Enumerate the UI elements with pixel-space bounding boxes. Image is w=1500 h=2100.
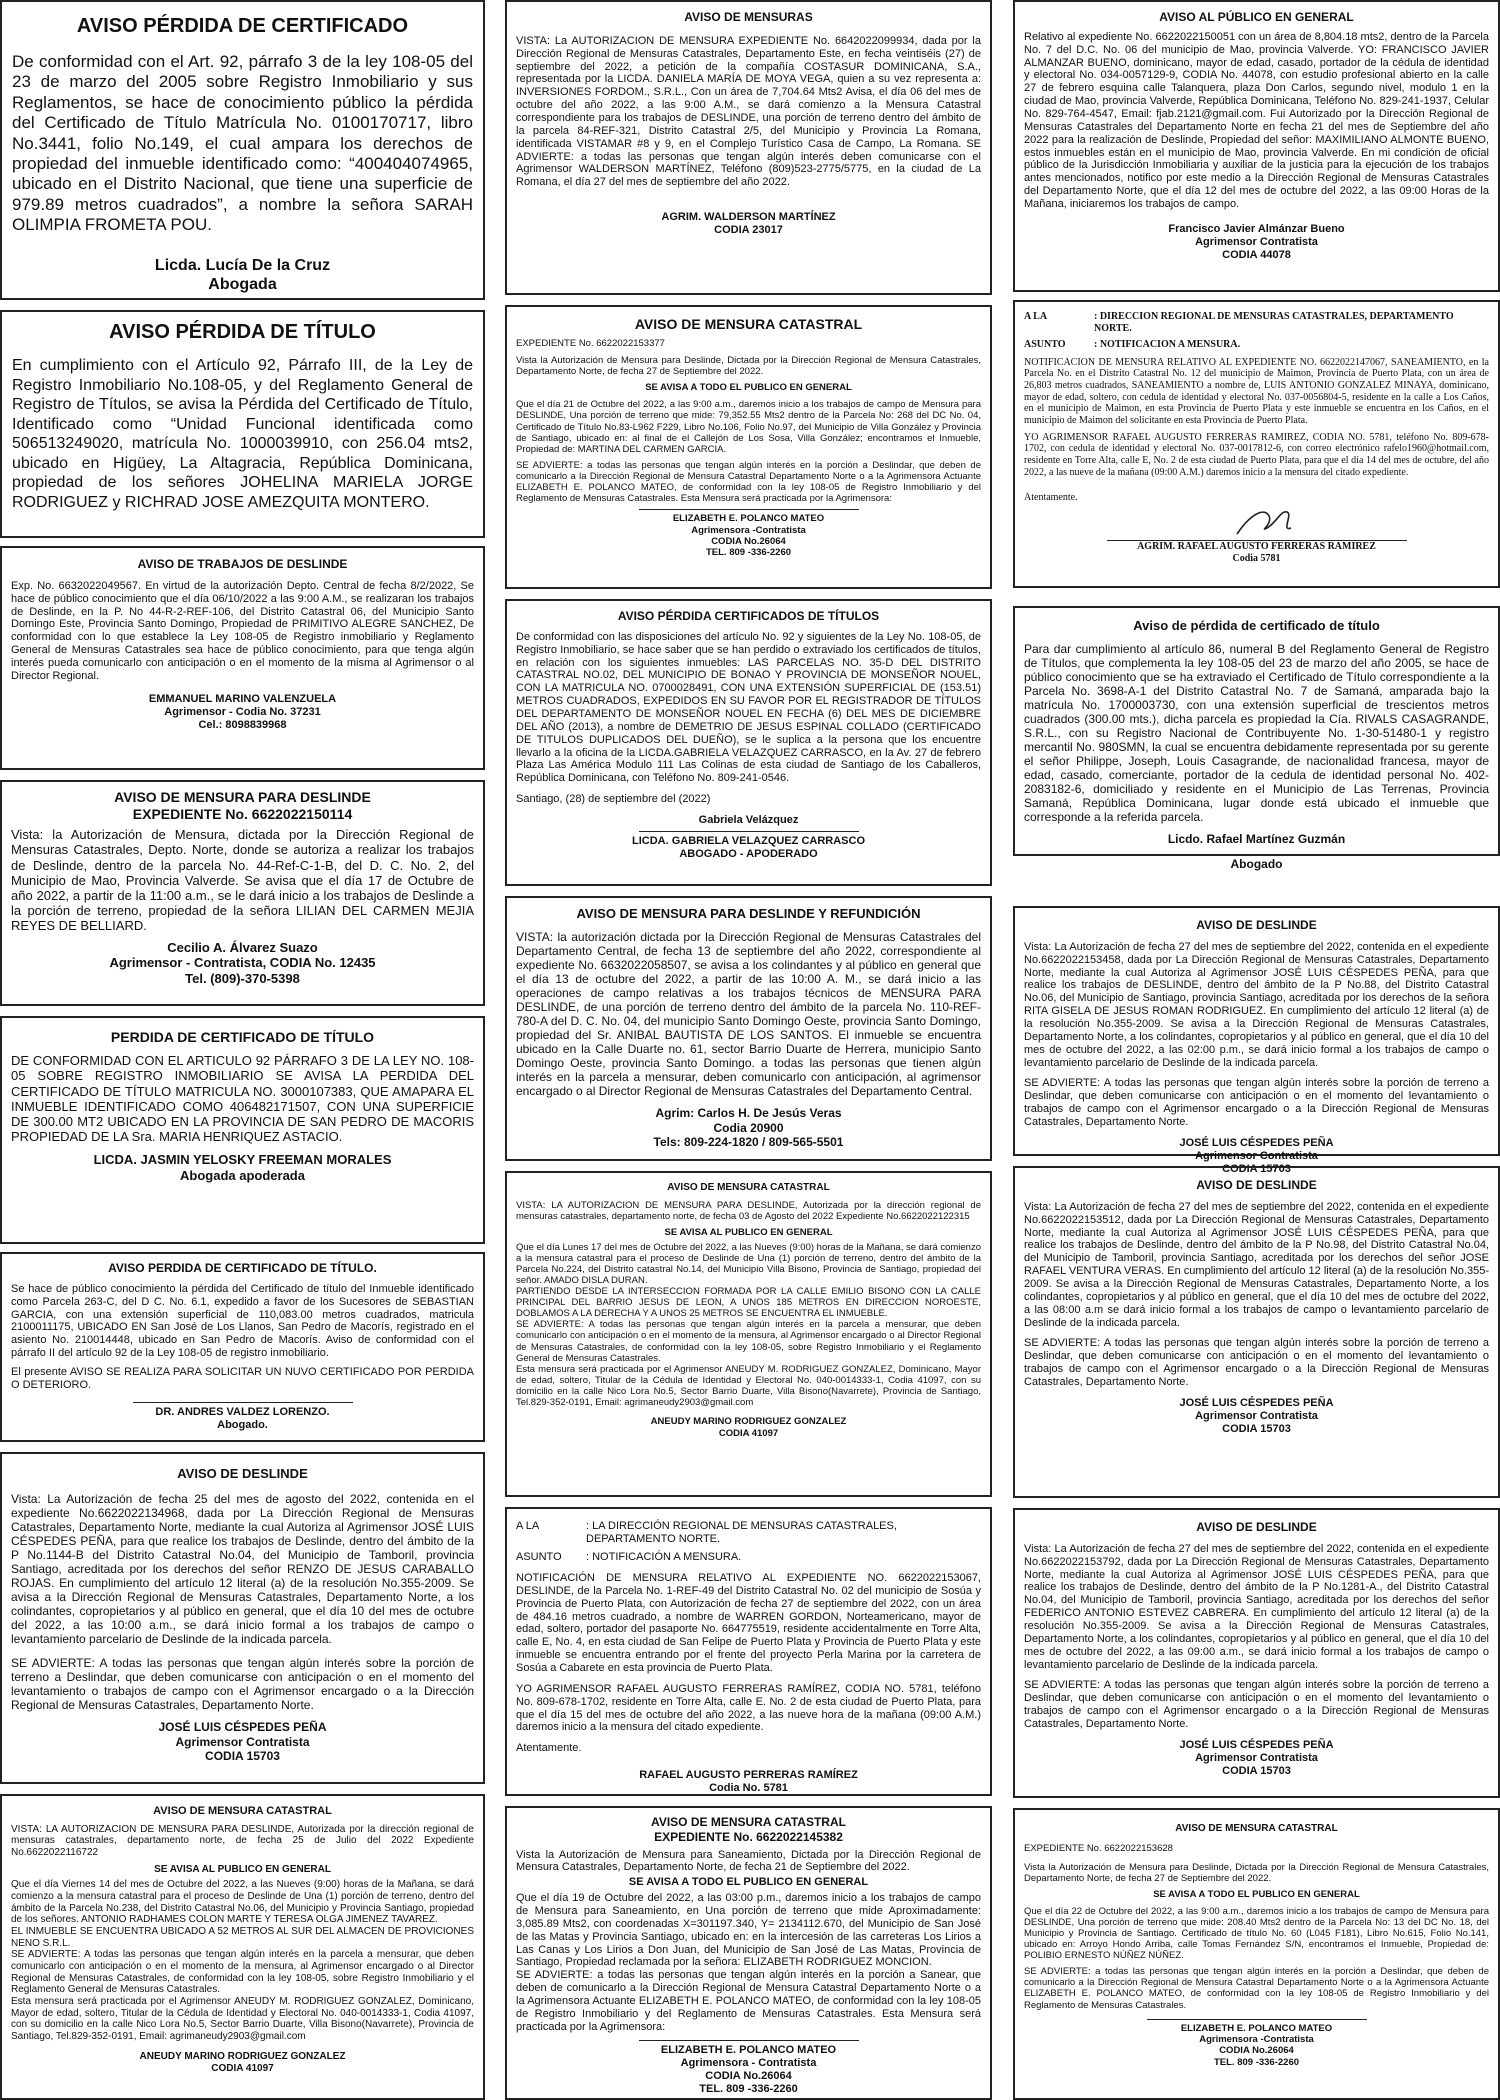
notice-signature-codia: CODIA 15703 [1222, 1765, 1291, 1778]
notice-body: Que el día 19 de Octubre del 2022, a las 03:00 p.m., daremos inicio a los trabajos de campo de Mensura para Saneamiento, en Una porción de terreno que mide Aproximadamente: 3,085.89 Mts2, con coordenadas X=301197.340, Y= 2134112.670, del Municipio de San José de las Matas y Provincia Santiago, ubicado en: en la intercesión de las carreteras Los Lirios a Las Canas y Los Lirios a Don Juan, del Municipio de San José de Las Matas, Provincia de Santiago, Propiedad reclamada por la señora: ELIZABETH RODRIGUEZ MONCION. [516, 1892, 981, 1969]
notice-expediente: EXPEDIENTE No. 6622022153628 [1024, 1842, 1173, 1854]
notice-signature: DR. ANDRES VALDEZ LORENZO. [155, 1405, 330, 1418]
notice-signature-role: Agrimensor - Codia No. 37231 [164, 705, 321, 718]
notice-signature: ANEUDY MARINO RODRIGUEZ GONZALEZ [650, 1416, 847, 1428]
notice-signature-role: Abogado [1230, 856, 1283, 871]
notice-signature: ELIZABETH E. POLANCO MATEO [660, 2043, 837, 2056]
notice-c2-2 [505, 305, 992, 589]
notice-signature-role: Agrimensor Contratista [1195, 236, 1318, 249]
notice-subtitle: SE AVISA A TODO EL PUBLICO EN GENERAL [645, 382, 852, 394]
notice-title: AVISO PÉRDIDA DE CERTIFICADO [76, 15, 409, 37]
notice-signature: AGRIM. RAFAEL AUGUSTO FERRERAS RAMIREZ [1107, 540, 1407, 553]
subject-value: : NOTIFICACIÓN A MENSURA. [586, 1551, 742, 1564]
notice-title: AVISO DE DESLINDE [1196, 1178, 1317, 1192]
notice-signature-codia: CODIA 15703 [1222, 1163, 1291, 1176]
notice-c3-7 [1013, 1808, 1500, 2100]
notice-body: Vista: la Autorización de Mensura, dictada por la Dirección Regional de Mensuras Catastrales, Depto. Norte, donde se autoriza a realizar los trabajos de Deslinde, dentro de la parcela No. 44-Ref-C-1-B, del D. C. No. 2, del Municipio de Mao, Provincia Valverde. Se avisa que el día 17 de Octubre de año 2022, a partir de la 11:00 a.m., se le dará inicio a los trabajos de Deslinde a la porción de terreno, propiedad de la señora LILIAN DEL CARMEN MEJIA REYES DE BELLIARD. [11, 827, 474, 934]
notice-body: El presente AVISO SE REALIZA PARA SOLICITAR UN NUVO CERTIFICADO POR PERDIDA O DETERIORO. [11, 1365, 474, 1391]
subject-value: : NOTIFICACION A MENSURA. [1094, 339, 1241, 350]
notice-c3-6 [1013, 1508, 1500, 1798]
notice-title: PERDIDA DE CERTIFICADO DE TÍTULO [110, 1029, 375, 1045]
notice-location: EL INMUEBLE SE ENCUENTRA UBICADO A 52 METROS AL SUR DEL ALMACEN DE PROVICIONES NENO S.R.L. [11, 1925, 474, 1949]
notice-warning: SE ADVIERTE: a todas las personas que tengan algún interés en la porción a Sanear, que deben de comunicarlo a la Dirección Regional de Mensura Catastral Departamento Norte o a la Agrimensora Actuante ELIZABETH E. POLANCO MATEO, de conformidad con la ley 108-05 de Registro Inmobiliario y del Reglamento de Mensuras Catastrales. Esta Mensura será practicada por la Agrimensora: [516, 1969, 981, 2033]
notice-body: Que el día 21 de Octubre del 2022, a las 9:00 a.m., daremos inicio a los trabajos de campo de Mensura para DESLINDE, Una porción de terreno que mide: 79,352.55 Mts2 dentro de la Parcela No: 268 del DC No. 04, Certificado de Título No.83-L962 F229, Libro No.106, Folio No.97, del Municipio de Villa González y Provincia de Santiago, ubicado en: al final de el Callejón de Los Sosa, Villa González; encontramos el Inmueble, Propiedad de: MARTINA DEL CARMEN GARCIA. [516, 399, 981, 455]
notice-body: VISTA: la autorización dictada por la Dirección Regional de Mensuras Catastrales del Departamento Central, de fecha 13 de septiembre del año 2022, correspondiente al expediente No. 6632022058507, se avisa a los colindantes y al público en general que el día 13 de octubre del 2022, a partir de las 10:00 A. M., se dará inicio a las operaciones de campo relativas a los trabajos técnicos de MENSURA PARA DESLINDE, de una porción de terreno dentro del ámbito de la parcela No. 110-REF-780-A del D. C. No. 04, del municipio Santo Domingo Oeste, provincia Santo Domingo, propiedad del Sr. ANIBAL BAUTISTA DE LOS SANTOS. El inmueble se encuentra ubicado en la Calle Duarte no. 61, sector Barrio Duarte de Herrera, municipio Santo Domingo Oeste, provincia Santo Domingo. a todas las personas que tienen algún interés en la parcela a mensurar, deben comunicarlo con anticipación, al agrimensor encargado o al Director Regional de Mensuras Catastrales del Departamento Central. [516, 929, 981, 1099]
notice-title: AVISO DE MENSURA PARA DESLINDE Y REFUNDICIÓN [576, 906, 921, 921]
notice-warning: SE ADVIERTE: a todas las personas que tengan algún interés en la porción a Deslindar, que deben de comunicarlo a la Dirección Regional de Mensura Catastral Departamento Norte o a la Agrimensora Actuante ELIZABETH E. POLANCO MATEO, de conformidad con la ley 108-05 de Registro Inmobiliario y del Reglamento de Mensuras Catastrales. [1024, 1966, 1489, 2011]
notice-signature-codia: CODIA 41097 [718, 1427, 779, 1439]
notice-body: Relativo al expediente No. 6622022150051 con un área de 8,804.18 mts2, dentro de la Parcela No. 7 del D.C. No. 06 del municipio de Mao, provincia Valverde. YO: FRANCISCO JAVIER ALMANZAR BUENO, dominicano, mayor de edad, casado, portador de la cédula de identidad y electoral No. 034-0057129-9, CODIA No. 44078, con estudio profesional abierto en la calle 27 de febrero esquina calle Talanquera, plaza Don Carlos, segundo nivel, modulo 1 en la ciudad de Mao, provincia Valverde, República Dominicana, Teléfono No. 829-241-1937, Celular No. 829-764-4547, Email: fjab.2121@gmail.com. Fui Autorizado por la Dirección Regional de Mensuras Catastrales del Departamento Norte en fecha 21 del mes de Septiembre del año 2022 para la realización de Deslinde, Propiedad del señor: MAXIMILIANO ALMONTE BUENO, estos inmuebles están en el municipio de Mao, provincia Valverde. En mi condición de oficial público de la Jurisdicción Inmobiliaria y auxiliar de la justicia para la ejecución de los trabajos antes mencionados, notifico por este medio a la Dirección Regional de Mensuras Catastrales del Departamento Norte, que el día 12 del mes de octubre del 2022, a las 09:00 Horas de la Mañana, iniciaremos los trabajos de campo. [1024, 30, 1489, 210]
notice-signature-phone: TEL. 809 -336-2260 [699, 2083, 798, 2096]
notice-signature-codia: CODIA 15703 [1222, 1423, 1291, 1436]
column-1 [0, 0, 485, 2100]
notice-subtitle: SE AVISA AL PUBLICO EN GENERAL [664, 1226, 833, 1238]
notice-signature-role: Agrimensor Contratista [1195, 1410, 1318, 1423]
notice-title: AVISO DE DESLINDE [177, 1466, 308, 1481]
notice-c2-1 [505, 0, 992, 295]
notice-signature-role: ABOGADO - APODERADO [679, 848, 818, 861]
notice-warning: SE ADVIERTE: A todas las personas que tengan algún interés sobre la porción de terreno a Deslindar, que deben comunicarse con anticipación o en el momento del levantamiento o trabajos de campo con el Agrimensor encargado o a la Dirección Regional de Mensuras Catastrales, Departamento Norte. [1024, 1679, 1489, 1730]
handwritten-signature-icon [1177, 504, 1337, 540]
notice-signature: ELIZABETH E. POLANCO MATEO [1180, 2022, 1333, 2034]
signature-line [1147, 2019, 1367, 2020]
notice-signature-codia: CODIA 15703 [205, 1749, 280, 1764]
notice-body: De conformidad con el Art. 92, párrafo 3 de la ley 108-05 del 23 de marzo del 2005 sobre Registro Inmobiliario y sus Reglamentos, se hace de conocimiento público la pérdida del Certificado de Título Matrícula No. 0100170717, libro No.3441, folio No.149, el cual ampara los derechos de propiedad del inmueble identificado como: “400404074965, ubicado en el Distrito Nacional, que tiene una superficie de 979.89 metros cuadrados”, a nombre la señora SARAH OLIMPIA FROMETA POU. [12, 52, 473, 235]
notice-c1-8 [0, 1794, 485, 2100]
addressee-row [516, 1520, 981, 1545]
notice-body: Vista la Autorización de Mensura para Deslinde, Dictada por la Dirección Regional de Mensura Catastrales, Departamento Norte, de fecha 27 de Septiembre del 2022. [516, 355, 981, 378]
notice-body: Que el día 22 de Octubre del 2022, a las 9:00 a.m., daremos inicio a los trabajos de campo de Mensura para DESLINDE, Una porción de terreno que mide: 208.40 Mts2 dentro de la Parcela No: 13 del DC No. 18, del Municipio y Provincia de Santiago. Certificado de título No. 60 (L045 F181), Libro No.615, Folio No.141, ubicado en: Arroyo Hondo Arriba, calle Tomas Fernández S/N, encontramos el Inmueble, Propiedad de: POLIBIO ERNESTO NÚÑEZ NÚÑEZ. [1024, 1905, 1489, 1962]
notice-body: Que el día Lunes 17 del mes de Octubre del 2022, a las Nueves (9:00) horas de la Mañana, se dará comienzo a la mensura catastral para el proceso de Deslinde de Una (1) porción de terreno, dentro del ámbito de la Parcela No.224, del Distrito catastral No.14, del Municipio Villa Bisono, Provincia de Santiago, propiedad del señor. AMADO DISLA DURAN. [516, 1241, 981, 1286]
notice-body: DE CONFORMIDAD CON EL ARTICULO 92 PÁRRAFO 3 DE LA LEY NO. 108-05 SOBRE REGISTRO INMOBILIARIO SE AVISA LA PERDIDA DEL CERTIFICADO DE TÍTULO MATRICULA NO. 3000107383, QUE AMAPARA EL INMUEBLE IDENTIFICADO COMO 406482171507, CON UNA SUPERFICIE DE 300.00 MT2 UBICADO EN LA PROVINCIA DE SAN PEDRO DE MACORIS PROPIEDAD DE LA Sra. MARIA HENRIQUEZ ASTACIO. [11, 1053, 474, 1145]
notice-signature-role: Agrimensor - Contratista, CODIA No. 12435 [109, 955, 376, 971]
notice-body: Vista la Autorización de Mensura para Deslinde, Dictada por la Dirección Regional de Mensura Catastrales, Departamento Norte, de fecha 27 de Septiembre del 2022. [1024, 1861, 1489, 1884]
signature-line [639, 2040, 859, 2041]
notice-body: VISTA: La AUTORIZACION DE MENSURA EXPEDIENTE No. 6642022099934, dada por la Dirección Regional de Mensuras Catastrales, Departamento Este, en fecha veintiséis (27) de septiembre del 2022, a petición de la compañía COSTASUR DOMINICANA, S.A., representada por la LICDA. DANIELA MARÍA DE MOYA VEGA, quien a su vez representa a: INVERSIONES FORDOM., S.R.L., Con un área de 7,704.64 Mts2 Avisa, el día 06 del mes de octubre del año 2022, a las 9:00 A.M., se dará comienzo a la Mensura Catastral correspondiente para los trabajos de DESLINDE, una porción de terreno dentro del ámbito de la parcela 84-REF-321, Distrito Catastral 2/5, del Municipio y Provincia La Romana, identificada VISTAMAR #8 y 9, en el Complejo Turístico Casa de Campo, La Romana. SE ADVIERTE: a todas las personas que tengan algún interés deben comunicarse con el Agrimensor WALDERSON MARTÍNEZ, Teléfono (809)523-2775/5775, en la ciudad de La Romana, el día 27 del mes de septiembre del año 2022. [516, 34, 981, 189]
notice-title: AVISO DE MENSURAS [684, 10, 813, 24]
notice-c2-6 [505, 1507, 992, 1796]
signature-line [133, 1402, 353, 1403]
notice-title: AVISO AL PÚBLICO EN GENERAL [1159, 10, 1354, 24]
notice-signature-phone: Tel. (809)-370-5398 [185, 970, 300, 986]
notice-title: AVISO DE MENSURA CATASTRAL [634, 316, 863, 332]
notice-signature-role: Agrimensora - Contratista [680, 2056, 817, 2069]
notice-signature-role: Agrimensora -Contratista [1199, 2034, 1314, 2046]
notice-title: AVISO DE DESLINDE [1196, 1520, 1317, 1534]
notice-signature-codia: Codia 20900 [713, 1120, 784, 1135]
notice-subtitle: SE AVISA A TODO EL PUBLICO EN GENERAL [628, 1876, 869, 1889]
notice-signature-codia: Codia No. 5781 [709, 1782, 788, 1795]
notice-signature: JOSÉ LUIS CÉSPEDES PEÑA [1179, 1396, 1334, 1409]
notice-c2-7 [505, 1806, 992, 2100]
subject-label: ASUNTO [516, 1551, 562, 1564]
notice-c3-4 [1013, 906, 1500, 1176]
notice-signature-codia: CODIA 23017 [714, 224, 783, 237]
notice-signature: Agrim: Carlos H. De Jesús Veras [655, 1106, 842, 1121]
notice-signature-role: Abogada [208, 275, 277, 293]
notice-signature: JOSÉ LUIS CÉSPEDES PEÑA [1179, 1738, 1334, 1751]
notice-body: YO AGRIMENSOR RAFAEL AUGUSTO FERRERAS RAMIREZ, CODIA NO. 5781, teléfono No. 809-678-1702, con cedula de identidad y electoral No. 037-0017812-6, con correo electrónico rafelo1960@hotmail.com, residente en Torre Alta, calle E, No. 2 de esta ciudad de Puerto Plata, para que el día 14 del mes de octubre, del año 2022, a las nueve de la mañana (09:00 A.M.) daremos inicio a la mensura del citado expediente. [1024, 431, 1489, 478]
notice-title: AVISO PERDIDA DE CERTIFICADO DE TÍTULO. [108, 1261, 377, 1275]
column-3 [1013, 0, 1500, 2100]
notice-c1-1 [0, 0, 485, 300]
notice-subtitle: SE AVISA AL PUBLICO EN GENERAL [154, 1863, 331, 1875]
notice-signature: ANEUDY MARINO RODRIGUEZ GONZALEZ [139, 2050, 346, 2062]
notice-signature-codia: CODIA 41097 [211, 2062, 274, 2074]
notice-body: Exp. No. 6632022049567. En virtud de la autorización Depto. Central de fecha 8/2/2022, Se hace de público conocimiento que el día 06/10/2022 a las 9:00 A.M., se realizaran los trabajos de Deslinde, en la P. No 44-R-2-REF-106, del Distrito Catastral 06, del Municipio Santo Domingo Este, Provincia Santo Domingo, Propiedad de PRIMITIVO ALEGRE SANCHEZ, De conformidad con lo que establece la Ley 108-05 de Registro inmobiliario y Reglamento General de Mensuras Catastrales sea hace de público conocimiento, para que tenga algún interés pueda comunicarlo con anticipación o en el momento de la misma al Agrimensor o al Director Regional. [11, 579, 474, 682]
notice-warning: SE ADVIERTE: A todas las personas que tengan algún interés sobre la porción de terreno a Deslindar, que deben comunicarse con anticipación o en el momento del levantamiento o trabajos de campo con el Agrimensor encargado o a la Dirección Regional de Mensuras Catastrales, Departamento Norte. [1024, 1077, 1489, 1128]
notice-signature-role: Agrimensor Contratista [1195, 1150, 1318, 1163]
notice-signature-name: Gabriela Velázquez [698, 813, 799, 826]
notice-c1-4 [0, 780, 485, 1006]
notice-warning: SE ADVIERTE: a todas las personas que tengan algún interés en la porción a Deslindar, que deben de comunicarlo a la Dirección Regional de Mensura Catastral Departamento Norte o a la Agrimensora Actuante ELIZABETH E. POLANCO MATEO, de conformidad con la ley 108-05 de Registro Inmobiliario y del Reglamento de Mensuras Catastrales. Esta Mensura será practicada por la Agrimensora: [516, 459, 981, 505]
notice-signature-role: Agrimensor Contratista [1195, 1752, 1318, 1765]
notice-body: Vista la Autorización de Mensura para Saneamiento, Dictada por la Dirección Regional de Mensura Catastrales, Departamento Norte, de fecha 21 de Septiembre del 2022. [516, 1848, 981, 1874]
notice-signature-codia: CODIA No.26064 [705, 2069, 792, 2082]
notice-c3-3 [1013, 606, 1500, 871]
notice-signature: RAFAEL AUGUSTO PERRERAS RAMÍREZ [639, 1769, 858, 1782]
notice-expediente: EXPEDIENTE No. 6622022153377 [516, 338, 665, 350]
notice-body: VISTA: LA AUTORIZACION DE MENSURA PARA DESLINDE, Autorizada por la dirección regional de mensuras catastrales, departamento norte, de fecha 03 de Agosto del 2022 Expediente No.6622022122315 [516, 1199, 981, 1222]
subject-label: ASUNTO [1024, 339, 1066, 350]
notice-signature: Francisco Javier Almánzar Bueno [1168, 222, 1345, 235]
notice-c3-1 [1013, 0, 1500, 292]
notice-title: AVISO DE MENSURA CATASTRAL [1175, 1823, 1338, 1834]
notice-signature: LICDA. GABRIELA VELAZQUEZ CARRASCO [631, 835, 866, 848]
addressee-value: : DIRECCION REGIONAL DE MENSURAS CATASTRALES, DEPARTAMENTO NORTE. [1094, 311, 1454, 334]
notice-c2-5 [505, 1171, 992, 1497]
notice-title: AVISO DE DESLINDE [1196, 918, 1317, 932]
notice-body: Vista: La Autorización de fecha 27 del mes de septiembre del 2022, contenida en el expediente No.6622022153792, dada por La Dirección Regional de Mensuras Catastrales, Departamento Norte, mediante la cual Autoriza al Agrimensor JOSÉ LUIS CÉSPEDES PEÑA, para que realice los trabajos de Deslinde, dentro del ámbito de la P No.1281-A., del Distrito Catastral No.04, del Municipio de Tamboril, provincia Santiago, acreditada por los derechos del señor FEDERICO ANTONIO ESTEVEZ CABRERA. En cumplimiento del artículo 12 literal (a) de la resolución No.355-2009. Se avisa a la Dirección Regional de Mensuras Catastrales, Departamento Norte, a los colindantes, copropietarios y al público en general, que el día 10 del mes de octubre del 2022, a las 09:00 a.m., se dará inicio formal a los trabajos de campo o levantamiento parcelario de Deslinde de la indicada parcela. [1024, 1542, 1489, 1671]
notice-c1-3 [0, 546, 485, 770]
notice-c1-6 [0, 1252, 485, 1442]
notice-signature: JOSÉ LUIS CÉSPEDES PEÑA [158, 1720, 327, 1735]
notice-signature-codia: Codia 5781 [1232, 553, 1281, 565]
notice-title: AVISO DE MENSURA PARA DESLINDE [114, 789, 371, 805]
column-2 [505, 0, 992, 2100]
notice-signature-codia: CODIA No.26064 [711, 536, 786, 548]
notice-c1-2 [0, 310, 485, 538]
notice-signature: LICDA. JASMIN YELOSKY FREEMAN MORALES [93, 1152, 392, 1168]
notice-signature-phone: TEL. 809 -336-2260 [1213, 2056, 1300, 2068]
notice-signature-role: Abogada apoderada [180, 1167, 305, 1183]
subject-row [1024, 339, 1489, 351]
notice-title: AVISO PÉRDIDA DE TÍTULO [109, 321, 376, 343]
notice-subtitle: SE AVISA A TODO EL PUBLICO EN GENERAL [1153, 1888, 1360, 1900]
notice-body: Vista: La Autorización de fecha 27 del mes de septiembre del 2022, contenida en el expediente No.6622022153512, dada por La Dirección Regional de Mensuras Catastrales, Departamento Norte, mediante la cual Autoriza al Agrimensor JOSÉ LUIS CÉSPEDES PEÑA, para que realice los trabajos de Deslinde, dentro del ámbito de la P No.98, del Distrito Catastral No.04, del Municipio de Tamboril, provincia Santiago, acreditada por los derechos del señor JOSE RAFAEL VENTURA VERAS. En cumplimiento del artículo 12 literal (a) de la resolución No.355-2009. Se avisa a la Dirección Regional de Mensuras Catastrales, Departamento Norte, a los colindantes, copropietarios y al público en general, que el día 10 del mes de octubre del 2022, a las 08:00 a.m se dará inicio formal a los trabajos de campo o levantamiento parcelario de Deslinde de la indicada parcela. [1024, 1200, 1489, 1329]
notice-body: Vista: La Autorización de fecha 27 del mes de septiembre del 2022, contenida en el expediente No.6622022153458, dada por La Dirección Regional de Mensuras Catastrales, Departamento Norte, mediante la cual Autoriza al Agrimensor JOSÉ LUIS CÉSPEDES PEÑA, para que realice los trabajos de DESLINDE, dentro del ámbito de la P No.88, del Distrito Catastral No.06, del Municipio de Santiago, provincia Santiago, acreditada por los derechos de la señora RITA GISELA DE JESUS ROMAN RODRIGUEZ. En cumplimiento del artículo 12 literal (a) de la resolución No.355-2009. Se avisa a la Dirección Regional de Mensuras Catastrales, Departamento Norte, a los colindantes, copropietarios y al público en general, que el día 10 del mes de octubre del 2022, a las 02:00 p.m., se dará inicio formal a los trabajos de campo o levantamiento parcelario de Deslinde de la indicada parcela. [1024, 940, 1489, 1069]
notice-surveyor: Esta mensura será practicada por el Agrimensor ANEUDY M. RODRIGUEZ GONZALEZ, Dominicano, Mayor de edad, soltero, Titular de la Cédula de Identidad y Electoral No. 040-0014333-1, Codia 41097, con su domicilio en la calle Nico Lora No.5, Sector Barrio Duarte, Villa Bisono(Navarrete), Provincia de Santiago, Tel.829-352-0191, Email: agrimaneudy2903@gmail.com [11, 1996, 474, 2043]
notice-body: Que el día Viernes 14 del mes de Octubre del 2022, a las Nueves (9:00) horas de la Mañana, se dará comienzo a la mensura catastral para el proceso de Deslinde de Una (1) porción de terreno, dentro del ámbito de la Parcela No.238, del Distrito Catastral No.06, del Municipio y Provincia Santiago, propiedad de los señores. ANTONIO RADHAMES COLON MARTE Y TERESA OLGA JIMENEZ TAVAREZ. [11, 1879, 474, 1926]
notice-closing: Atentamente. [1024, 492, 1078, 504]
notice-signature-phone: Tels: 809-224-1820 / 809-565-5501 [653, 1135, 844, 1150]
notice-c3-2 [1013, 300, 1500, 588]
notice-c2-3 [505, 599, 992, 886]
notice-closing: Atentamente. [516, 1742, 582, 1755]
notice-warning: SE ADVIERTE: A todas las personas que tengan algún interés sobre la porción de terreno a Deslindar, que deben comunicarse con anticipación o en el momento del levantamiento o trabajos de campo con el Agrimensor encargado o a la Dirección Regional de Mensuras Catastrales, Departamento Norte. [11, 1656, 474, 1713]
notice-location: PARTIENDO DESDE LA INTERSECCION FORMADA POR LA CALLE EMILIO BISONO CON LA CALLE PRINCIPAL DEL BARRIO JESUS DE LEON, A UNOS 185 METROS EN DIRECCION NOROESTE, DOBLAMOS A LA DERECHA Y A UNOS 25 METROS SE ENCUENTRA EL INMUEBLE. [516, 1286, 981, 1320]
notice-body: En cumplimiento con el Artículo 92, Párrafo III, de la Ley de Registro Inmobiliario No.108-05, y del Reglamento General de Registro de Títulos, se avisa la Pérdida del Certificado de Título, Identificado como “Unidad Funcional identificada como 506513249020, matrícula No. 1000039910, con 256.04 mts2, ubicado en Higüey, La Altagracia, República Dominicana, propiedad de los señores JOHELINA MARIELA JORGE RODRIGUEZ y RICHRAD JOSE AMEZQUITA MONTERO. [12, 357, 473, 511]
notice-warning: SE ADVIERTE: A todas las personas que tengan algún interés en la parcela a mensurar, que deben comunicarlo con anticipación o en el momento de la mensura, al Agrimensor encargado o al Director Regional de Mensuras Catastrales, de conformidad con la ley 108-05, sobre Registro Inmobiliario y el Reglamento General de Mensuras Catastrales. [11, 1949, 474, 1996]
notice-signature: Cecilio A. Álvarez Suazo [167, 939, 318, 955]
notice-body: Vista: La Autorización de fecha 25 del mes de agosto del 2022, contenida en el expediente No.6622022134968, dada por La Dirección Regional de Mensuras Catastrales, Departamento Norte, mediante la cual Autoriza al Agrimensor JOSÉ LUIS CÉSPEDES PEÑA, para que realice los trabajos de Deslinde, dentro del ámbito de la P No.1144-B del Distrito Catastral No.04, del Municipio de Tamboril, provincia Santiago, acreditada por los derechos del señor RENZO DE JESUS CARABALLO ROJAS. En cumplimiento del artículo 12 literal (a) de la resolución No.355-2009. Se avisa a la Dirección Regional de Mensuras Catastrales, Departamento Norte, a los colindantes, copropietarios y al público en general, que el día 10 del mes de octubre del 2022, a las 10:00 a.m., se dará inicio formal a los trabajos de campo o levantamiento parcelario de Deslinde de la indicada parcela. [11, 1491, 474, 1647]
notice-expediente: EXPEDIENTE No. 6622022150114 [132, 806, 353, 823]
notice-signature-phone: TEL. 809 -336-2260 [705, 547, 792, 559]
addressee-label: A LA [516, 1520, 540, 1532]
notice-signature-role: Agrimensora -Contratista [691, 524, 806, 536]
notice-signature-phone: Cel.: 8098839968 [198, 719, 287, 732]
notice-signature: AGRIM. WALDERSON MARTÍNEZ [661, 211, 836, 224]
notice-body: VISTA: LA AUTORIZACION DE MENSURA PARA DESLINDE, Autorizada por la dirección regional de mensuras catastrales, departamento norte, de fecha 25 de Julio del 2022 Expediente No.6622022116722 [11, 1823, 474, 1859]
notice-surveyor: Esta mensura será practicada por el Agrimensor ANEUDY M. RODRIGUEZ GONZALEZ, Dominicano, Mayor de edad, soltero, Titular de la Cédula de Identidad y Electoral No. 040-0014333-1, Codia 41097, con su domicilio en la calle Nico Lora No.5, Sector Barrio Duarte, Villa Bisono(Navarrete), Provincia de Santiago, Tel.829-352-0191, Email: agrimaneudy2903@gmail.com [516, 1363, 981, 1409]
notice-body: YO AGRIMENSOR RAFAEL AUGUSTO FERRERAS RAMÍREZ, CODIA NO. 5781, teléfono No. 809-678-1702, residente en Torre Alta, calle E. No. 2 de esta ciudad de Puerto Plata, para que el día 15 del mes de octubre del año 2022, a las nueve hora de la mañana (09:00 A.M.) daremos inicio a la mensura del citado expediente. [516, 1682, 981, 1734]
notice-signature: Licda. Lucía De la Cruz [154, 256, 331, 274]
notice-c1-5 [0, 1016, 485, 1244]
notice-warning: SE ADVIERTE: A todas las personas que tengan algún interés en la parcela a mensurar, que deben comunicarlo con anticipación o en el momento de la mensura, al Agrimensor encargado o al Director Regional de Mensuras Catastrales, de conformidad con la ley 108-05, sobre Registro Inmobiliario y el Reglamento General de Mensuras Catastrales. [516, 1319, 981, 1364]
notice-c1-7 [0, 1452, 485, 1784]
notice-signature-role: Abogado. [217, 1418, 268, 1431]
notice-title: Aviso de pérdida de certificado de título [1133, 618, 1380, 633]
notice-c3-5 [1013, 1166, 1500, 1498]
notice-signature-role: Agrimensor Contratista [175, 1734, 310, 1749]
notice-title: AVISO DE MENSURA CATASTRAL [667, 1182, 830, 1193]
notice-signature-codia: CODIA 44078 [1222, 249, 1291, 262]
notice-signature: JOSÉ LUIS CÉSPEDES PEÑA [1179, 1136, 1334, 1149]
signature-line [639, 509, 859, 510]
notice-signature: ELIZABETH E. POLANCO MATEO [672, 513, 825, 525]
notice-body: NOTIFICACION DE MENSURA RELATIVO AL EXPEDIENTE NO. 6622022147067, SANEAMIENTO, en la Parcela No. en el Distrito Catastral No. 12 del municipio de Maimon, Provincia de Puerto Plata, con un área de 26,803 metros cuadrados, SANEAMIENTO a nombre de, LUIS ANTONIO GONZALEZ MINAYA, dominicano, mayor de edad, soltero, con cedula de identidad y electoral No. 037-0056804-5, residente en la calle a Los Caños, en el municipio de Maimon, en esta Provincia de Puerto Plata y este inmueble se encuentra en los Caños, en el municipio de Maimon del solicitante en esta Provincia de Puerto Plata. [1024, 356, 1489, 426]
notice-signature: Licdo. Rafael Martínez Guzmán [1167, 832, 1346, 847]
notice-title: AVISO PÉRDIDA CERTIFICADOS DE TÍTULOS [617, 609, 880, 623]
notice-expediente: EXPEDIENTE No. 6622022145382 [654, 1829, 843, 1844]
addressee-value: : LA DIRECCIÓN REGIONAL DE MENSURAS CATASTRALES, DEPARTAMENTO NORTE. [586, 1520, 897, 1545]
notice-body: NOTIFICACIÓN DE MENSURA RELATIVO AL EXPEDIENTE NO. 6622022153067, DESLINDE, de la Parcela No. 1-REF-49 del Distrito Catastral No. 02 del municipio de Sosúa y Provincia de Puerto Plata, con Autorización de fecha 27 de septiembre del 2022, con un área de 484.16 metros cuadrado, a nombre de WARREN GORDON, Norteamericano, mayor de edad, soltero, portador del pasaporte No. 664775519, residente accidentalmente en Torre Alta, calle E, No. 4, en esta ciudad de San Felipe de Puerto Plata y Provincia de Puerto Plata y este inmueble se encuentra entrando por el frente del proyecto Perla Marina por la carretera de Sosúa a Cabarete en esta provincia de Puerto Plata. [516, 1571, 981, 1674]
notice-signature: EMMANUEL MARINO VALENZUELA [148, 692, 337, 705]
notice-title: AVISO DE MENSURA CATASTRAL [651, 1815, 846, 1829]
addressee-row [1024, 311, 1489, 334]
notice-body: De conformidad con las disposiciones del artículo No. 92 y siguientes de la Ley No. 108-05, de Registro Inmobiliario, se hace saber que se han perdido o extraviado los certificados de títulos, en relación con los siguientes inmuebles: LAS PARCELAS NO. 35-D DEL DISTRITO CATASTRAL NO.02, DEL MUNICIPIO DE BONAO Y PROVINCIA DE MONSEÑOR NOUEL, CON LA MATRICULA NO. 0700028491, CON UNA EXTENSIÓN SUPERFICIAL DE (153.51) METROS CUADRADOS, EXPEDIDOS EN SU FAVOR POR EL REGISTRADOR DE TÍTULOS DEL DEPARTAMENTO DE MONSEÑOR NOUEL EN FECHA (6) DEL MES DE DICIEMBRE DEL AÑO (2013), a nombre de DEMETRIO DE JESUS ESPINAL COLLADO (CERTIFICADO DE TITULOS DUPLICADOS DEL DUEÑO), se le suplica a la persona que los encuentre llevarlo a la oficina de la LICDA.GABRIELA VELAZQUEZ CARRASCO, en la Av. 27 de febrero Plaza Las América Modulo 111 Las Colinas de esta ciudad de Santiago de los Caballeros, República Dominicana, con Teléfono No. 809-241-0546. [516, 630, 981, 785]
notice-c2-4 [505, 896, 992, 1161]
notice-body: Se hace de público conocimiento la pérdida del Certificado de título del Inmueble identificado como Parcela 263-C, del D C. No. 6.1, expedido a favor de los Sucesores de SEBASTIAN GARCIA, con una extensión superficial de 110,083.00 metros cuadrados, matricula 2100011175, UBICADO EN San José de Los Llanos, San Pedro de Macorís, registrado en el asiento No. 210014448, ubicado en San Pedro de Macorís. Aviso de conformidad con el párrafo II del artículo 92 de la Ley 108-05 de registro inmobiliario. [11, 1282, 474, 1360]
notice-body: Para dar cumplimiento al artículo 86, numeral B del Reglamento General de Registro de Títulos, que complementa la ley 108-05 del 23 de marzo del año 2005, se hace de público conocimiento que se ha extraviado el Certificado de Título correspondiente a la Parcela No. 3698-A-1 del Distrito Catastral No. 7 de Samaná, amparada bajo la matrícula No. 1700003730, con una extensión superficial de trescientos metros cuadrados (300.00 mts.), dicha parcela es propiedad la Cía. RIVALS CASAGRANDE, S.R.L., con su Registro Nacional de Contribuyente No. 1-30-51480-1 y registro mercantil No. 980SMN, la cual se encuentra debidamente representada por su gerente el señor Philippe, Joseph, Louis Casagrande, de nacionalidad francesa, mayor de edad, casado, comerciante, portador de la cedula de identidad personal No. 402-2083182-6, domiciliado y residente en el Municipio de Las Terrenas, Provincia Samaná, República Dominicana, lugar donde está ubicado el inmueble que corresponde a la referida parcela. [1024, 641, 1489, 825]
notice-title: AVISO DE TRABAJOS DE DESLINDE [137, 557, 348, 571]
subject-row [516, 1551, 981, 1564]
notice-warning: SE ADVIERTE: A todas las personas que tengan algún interés sobre la porción de terreno a Deslindar, que deben comunicarse con anticipación o en el momento del levantamiento o trabajos de campo con el Agrimensor encargado o a la Dirección Regional de Mensuras Catastrales, Departamento Norte. [1024, 1337, 1489, 1388]
notice-title: AVISO DE MENSURA CATASTRAL [153, 1805, 332, 1817]
signature-line [639, 831, 859, 832]
notice-signature-codia: CODIA No.26064 [1219, 2045, 1294, 2057]
notice-date: Santiago, (28) de septiembre del (2022) [516, 793, 711, 806]
addressee-label: A LA [1024, 311, 1048, 322]
